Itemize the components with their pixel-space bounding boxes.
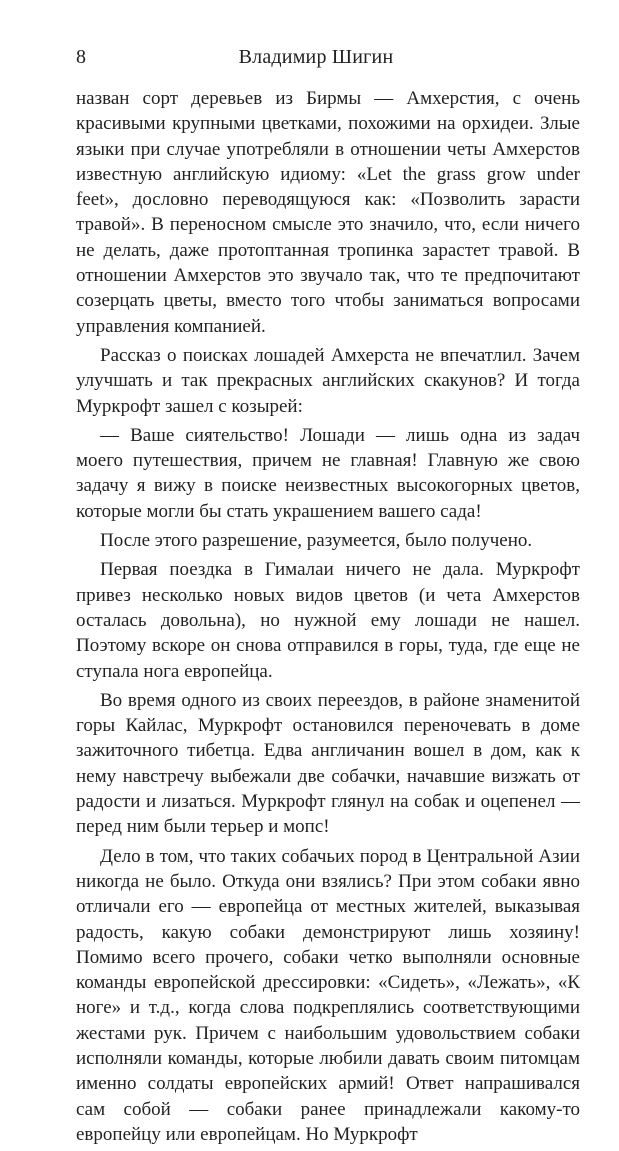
paragraph-text: Рассказ о поисках лошадей Амхерста не впечатлил. Зачем улучшать и так прекрасных английских скакунов? И тогда Муркрофт зашел с козырей: xyxy=(76,344,580,417)
running-title: Владимир Шигин xyxy=(238,46,394,68)
paragraph-text: Дело в том, что таких собачьих пород в Центральной Азии никогда не было. Откуда они взялись? При этом собаки явно отличали его — европейца от местных жителей, выказывая радость, какую собаки демонстрируют лишь хозяину! Помимо всего прочего, собаки четко выполняли основные команды европейской дрессировки: «Сидеть», «Лежать», «К ноге» и т.д., когда слова подкреплялись соответствующими жестами рук. Причем с наибольшим удовольствием собаки исполняли команды, которые любили давать своим питомцам именно солдаты европейских армий! Ответ напрашивался сам собой — собаки ранее принадлежали какому-то европейцу или европейцам. Но Муркрофт xyxy=(76,845,580,1145)
paragraph xyxy=(76,343,580,419)
page-header xyxy=(76,44,556,70)
paragraph xyxy=(76,844,580,1148)
paragraph-text: После этого разрешение, разумеется, было получено. xyxy=(100,530,533,552)
paragraph xyxy=(76,557,580,683)
paragraph-text: — Ваше сиятельство! Лошади — лишь одна из задач моего путешествия, причем не главная! Главную же свою задачу я вижу в поиске неизвестных высокогорных цветов, которые могли бы стать украшением вашего сада! xyxy=(76,424,580,522)
paragraph xyxy=(76,86,580,339)
paragraph xyxy=(76,528,580,553)
paragraph-text: Первая поездка в Гималаи ничего не дала. Муркрофт привез несколько новых видов цветов (и чета Амхерстов осталась довольна), но нужной ему лошади не нашел. Поэтому вскоре он снова отправился в горы, туда, где еще не ступала нога европейца. xyxy=(76,559,580,682)
paragraph xyxy=(76,423,580,524)
body-text xyxy=(76,86,580,1151)
page-number: 8 xyxy=(76,46,86,68)
paragraph-text: назван сорт деревьев из Бирмы — Амхерстия, с очень красивыми крупными цветками, похожими на орхидеи. Злые языки при случае употребляли в отношении четы Амхерстов известную английскую идиому: «Let the grass grow under feet», дословно переводящуюся как: «Позволить зарасти травой». В переносном смысле это значило, что, если ничего не делать, даже протоптанная тропинка зарастет травой. В отношении Амхерстов это звучало так, что те предпочитают созерцать цветы, вместо того чтобы заниматься вопросами управления компанией. xyxy=(76,88,580,337)
paragraph-text: Во время одного из своих переездов, в районе знаменитой горы Кайлас, Муркрофт остановился переночевать в доме зажиточного тибетца. Едва англичанин вошел в дом, как к нему навстречу выбежали две собачки, начавшие визжать от радости и лизаться. Муркрофт глянул на собак и оцепенел — перед ним были терьер и мопс! xyxy=(76,689,580,838)
paragraph xyxy=(76,688,580,840)
